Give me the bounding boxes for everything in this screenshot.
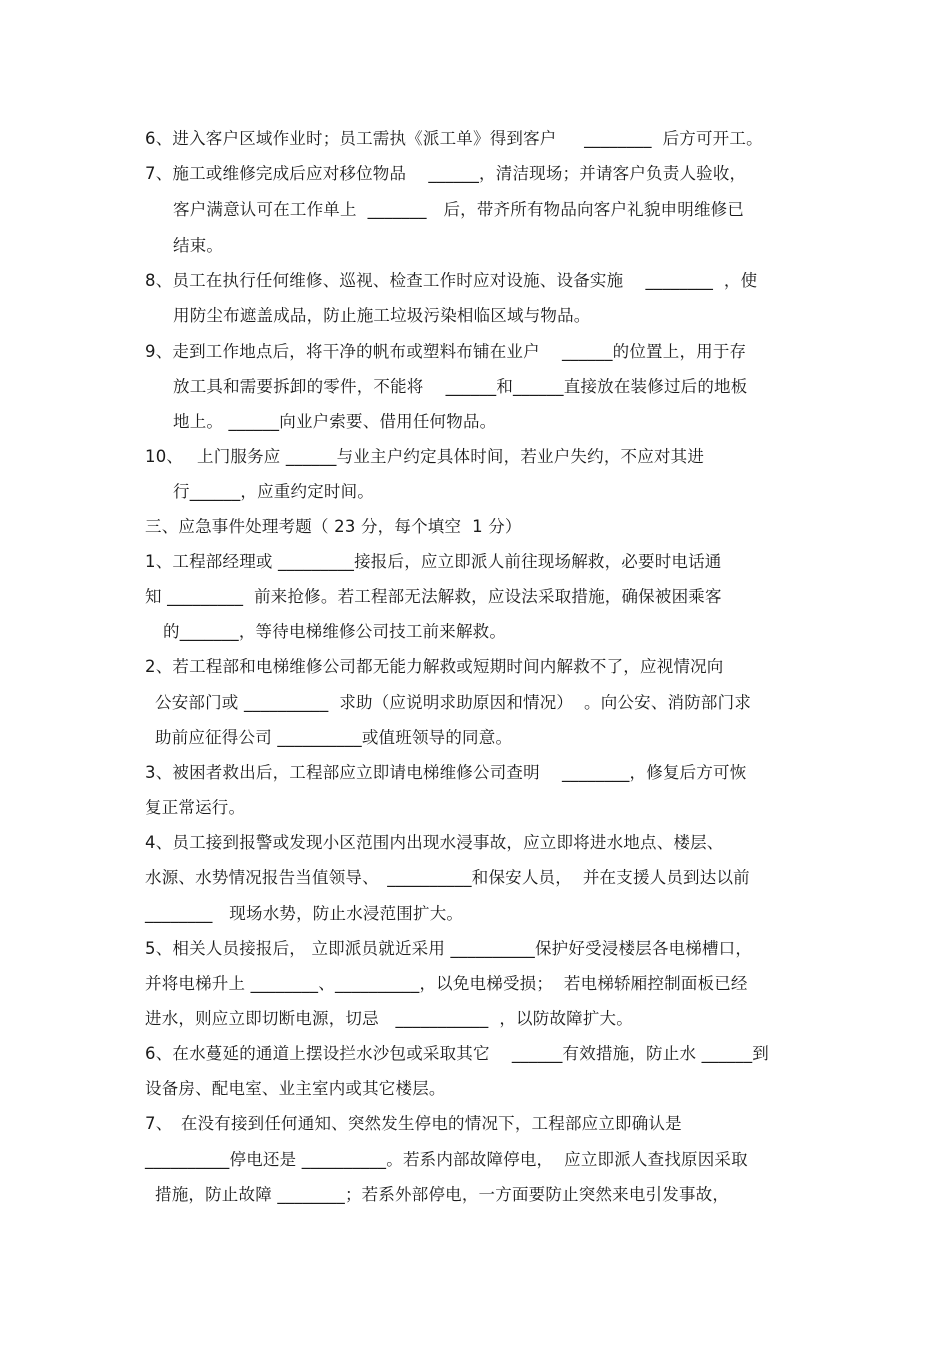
text-line: 助前应征得公司 __________或值班领导的同意。 xyxy=(155,728,513,747)
text-line: ________ 现场水势，防止水浸范围扩大。 xyxy=(145,904,464,923)
text-line: 8、员工在执行任何维修、巡视、检查工作时应对设施、设备实施 ________ ，使 xyxy=(145,271,758,290)
text-line: 进水，则应立即切断电源，切忌 ___________ ，以防故障扩大。 xyxy=(145,1009,633,1028)
text-line: __________停电还是 __________。若系内部故障停电， 应立即派人查找原因采取 xyxy=(145,1150,748,1169)
text-line: 6、在水蔓延的通道上摆设拦水沙包或采取其它 ______有效措施，防止水 ______到 xyxy=(145,1044,769,1063)
text-line: 2、若工程部和电梯维修公司都无能力解救或短期时间内解救不了，应视情况向 xyxy=(145,657,724,676)
section-heading: 三、应急事件处理考题（ 23 分，每个填空 1 分） xyxy=(145,517,522,536)
text-line: 6、进入客户区域作业时；员工需执《派工单》得到客户 ________ 后方可开工。 xyxy=(145,129,763,148)
text-line: 水源、水势情况报告当值领导、 __________和保安人员， 并在支援人员到达以前 xyxy=(145,868,750,887)
text-line: 复正常运行。 xyxy=(145,798,246,817)
text-line: 设备房、配电室、业主室内或其它楼层。 xyxy=(145,1079,446,1098)
text-line: 10、 上门服务应 ______与业主户约定具体时间，若业户失约，不应对其进 xyxy=(145,447,705,466)
text-line: 3、被困者救出后，工程部应立即请电梯维修公司查明 ________，修复后方可恢 xyxy=(145,763,747,782)
text-line: 公安部门或 __________ 求助（应说明求助原因和情况） 。向公安、消防部门求 xyxy=(155,693,752,712)
text-line: 放工具和需要拆卸的零件，不能将 ______和______直接放在装修过后的地板 xyxy=(173,377,748,396)
text-line: 措施，防止故障 ________；若系外部停电，一方面要防止突然来电引发事故， xyxy=(155,1185,730,1204)
text-line: 地上。 ______向业户索要、借用任何物品。 xyxy=(173,412,497,431)
text-line: 7、施工或维修完成后应对移位物品 ______，清洁现场；并请客户负责人验收， xyxy=(145,164,747,183)
text-line: 行______，应重约定时间。 xyxy=(173,482,374,501)
text-line: 客户满意认可在工作单上 _______ 后，带齐所有物品向客户礼貌申明维修已 xyxy=(173,200,745,219)
text-line: 知 _________ 前来抢修。若工程部无法解救，应设法采取措施，确保被困乘客 xyxy=(145,587,722,606)
text-line: 4、员工接到报警或发现小区范围内出现水浸事故，应立即将进水地点、楼层、 xyxy=(145,833,724,852)
text-line: 用防尘布遮盖成品，防止施工垃圾污染相临区域与物品。 xyxy=(173,306,591,325)
text-line: 并将电梯升上 ________、__________，以免电梯受损； 若电梯轿厢控制面板已经 xyxy=(145,974,748,993)
text-line: 1、工程部经理或 _________接报后，应立即派人前往现场解救，必要时电话通 xyxy=(145,552,722,571)
text-line: 结束。 xyxy=(173,236,224,255)
text-line: 的_______，等待电梯维修公司技工前来解救。 xyxy=(163,622,507,641)
text-line: 9、走到工作地点后，将干净的帆布或塑料布铺在业户 ______的位置上，用于存 xyxy=(145,342,747,361)
text-line: 5、相关人员接报后， 立即派员就近采用 __________保护好受浸楼层各电梯槽口， xyxy=(145,939,753,958)
text-line: 7、 在没有接到任何通知、突然发生停电的情况下，工程部应立即确认是 xyxy=(145,1114,682,1133)
